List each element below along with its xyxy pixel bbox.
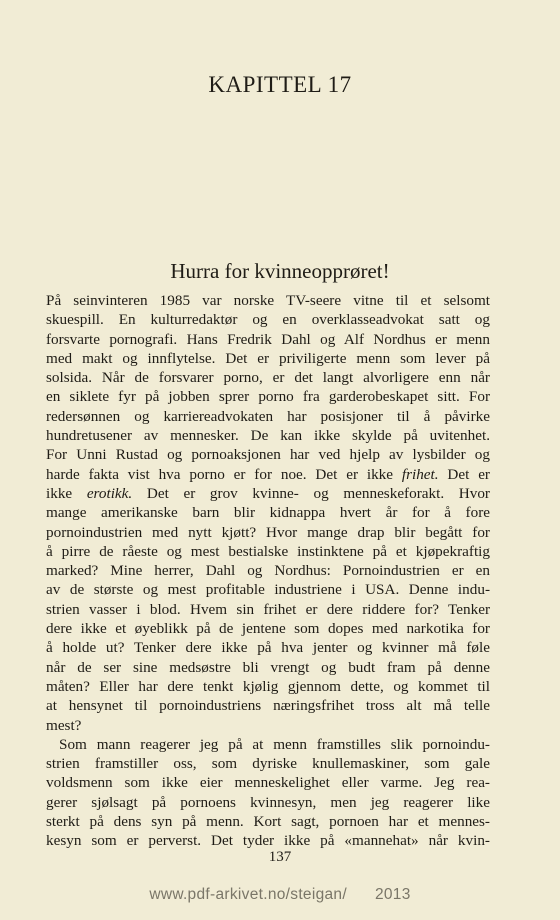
text-line: å pirre de råeste og mest bestialske instinktene på et kjøpekraftig bbox=[46, 542, 490, 560]
text-line: hundretusener av mennesker. De kan ikke skylde på uvitenhet. bbox=[46, 427, 490, 445]
text-line: når de ser sine medsøstre bli vrengt og budt fram på denne bbox=[46, 658, 490, 676]
text-line: sterkt på dens syn på menn. Kort sagt, pornoen har et mennes- bbox=[46, 813, 490, 831]
footer-url[interactable]: www.pdf-arkivet.no/steigan/ bbox=[149, 886, 347, 903]
section-title: Hurra for kvinneopprøret! bbox=[170, 259, 390, 283]
text-line: ikke erotikk. Det er grov kvinne- og menneskeforakt. Hvor bbox=[46, 484, 490, 502]
text-line: skuespill. En kulturredaktør og en overklasseadvokat satt og bbox=[46, 311, 490, 329]
text-line: med makt og innflytelse. Det er priviligerte menn som lever på bbox=[46, 349, 490, 367]
text-line: kesyn som er perverst. Det tyder ikke på «mannehat» når kvin- bbox=[46, 832, 490, 850]
text-line: dere ikke et øyeblikk på de jentene som dopes med narkotika for bbox=[46, 620, 490, 638]
text-line: pornoindustrien med nytt kjøtt? Hvor mange drap blir begått for bbox=[46, 523, 490, 541]
text-line: at hensynet til pornoindustriens næringsfrihet tross alt må telle bbox=[46, 697, 490, 715]
text-line: mange amerikanske barn blir kidnappa hvert år for å fore bbox=[46, 504, 490, 522]
page-number: 137 bbox=[268, 849, 292, 865]
footer bbox=[0, 886, 560, 904]
body-text bbox=[46, 291, 490, 851]
chapter-heading: KAPITTEL 17 bbox=[208, 72, 352, 97]
text-line: forsvarte pornografi. Hans Fredrik Dahl og Alf Nordhus er menn bbox=[46, 330, 490, 348]
text-line: For Unni Rustad og pornoaksjonen har ved hjelp av lysbilder og bbox=[46, 446, 490, 464]
text-line: mest? bbox=[46, 716, 82, 734]
text-line: gerer sjølsagt på pornoens kvinnesyn, men jeg reagerer like bbox=[46, 793, 490, 811]
text-line: harde fakta vist hva porno er for noe. Det er ikke frihet. Det er bbox=[46, 465, 490, 483]
text-line: voldsmenn som ikke eier menneskelighet eller varme. Jeg rea- bbox=[46, 774, 490, 792]
text-line: solsida. Når de forsvarer porno, er det langt alvorligere enn når bbox=[46, 369, 490, 387]
text-line: måten? Eller har dere tenkt kjølig gjennom dette, og kommet til bbox=[46, 677, 490, 695]
text-line: strien framstiller oss, som dyriske knullemaskiner, som gale bbox=[46, 755, 490, 773]
text-line: av de største og mest profitable industriene i USA. Denne indu- bbox=[46, 581, 490, 599]
text-line: å holde ut? Tenker dere ikke på hva jenter og kvinner må føle bbox=[46, 639, 490, 657]
text-line: redersønnen og karriereadvokaten har posisjoner til å påvirke bbox=[46, 407, 490, 425]
text-line: Som mann reagerer jeg på at menn framstilles slik pornoindu- bbox=[59, 735, 490, 753]
text-line: strien vasser i blod. Hvem sin frihet er dere riddere for? Tenker bbox=[46, 600, 490, 618]
text-line: På seinvinteren 1985 var norske TV-seere vitne til et selsomt bbox=[46, 292, 490, 309]
text-line: marked? Mine herrer, Dahl og Nordhus: Pornoindustrien er en bbox=[46, 562, 490, 580]
footer-year: 2013 bbox=[374, 886, 411, 903]
text-line: en siklete fyr på jobben sprer porno fra garderobeskapet sitt. For bbox=[46, 388, 490, 406]
